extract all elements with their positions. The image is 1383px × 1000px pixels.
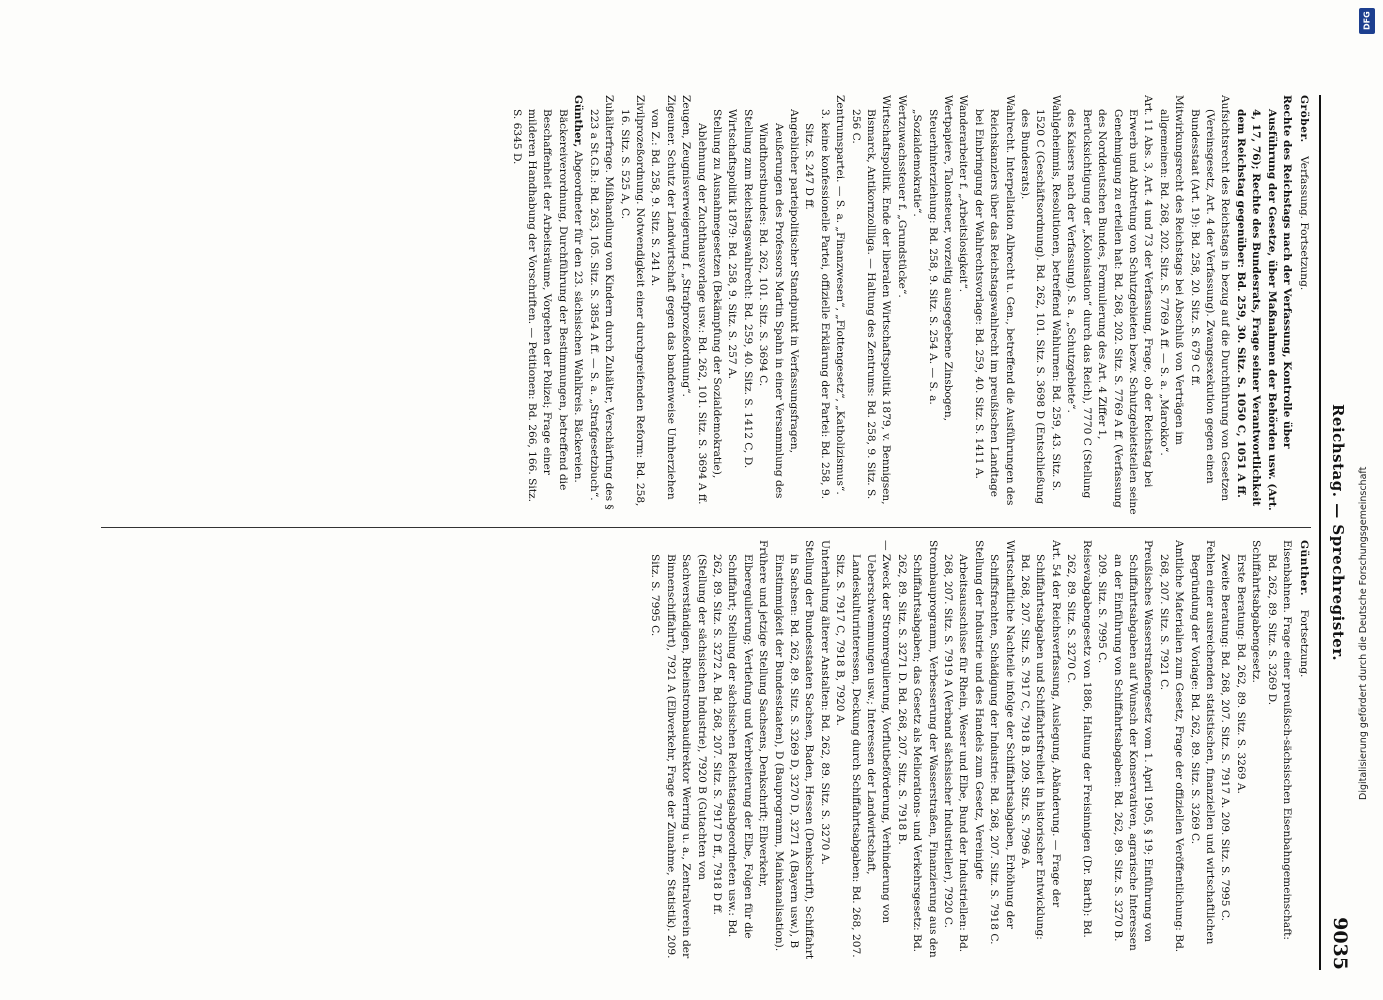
right-column [647,540,1311,960]
index-entry: Wirtschaftliche Nachteile infolge der Schiffahrtsabgaben, Erhöhung der Schiffsfrachten, Schädigung der Industrie: Bd. 268, 207. Sitz. S. 7918 C. [988,540,1016,945]
left-entry-list [508,95,1294,515]
index-entry: Amtliche Materialien zum Gesetz, Frage der offiziellen Veröffentlichung: Bd. 268, 207. Sitz. S. 7921 C. [1157,540,1186,953]
left-column [508,95,1311,515]
index-entry: Fehlen einer ausreichenden statistischen, finanziellen und wirtschaftlichen Begründung der Vorlage: Bd. 262, 89. Sitz. S. 3269 C. [1188,540,1216,945]
index-entry: Stellung der Bundesstaaten Sachsen, Baden, Hessen (Denkschrift), Schiffahrt in Sachsen: Bd. 262, 89. Sitz. S. 3269 D, 3270 D, 3271 A (Bayern usw.), B Einstimmigkeit der Bundesstaaten), D (Bauprogramm, Mainkanalisation). [772,540,816,960]
index-entry: Wertzuwachssteuer f. „Grundstücke“. [895,95,908,298]
dfg-logo: DFG [1359,8,1375,34]
index-entry: Aufsichtsrecht des Reichstags in bezug auf die Durchführung von Gesetzen (Vereinsgesetz, Art. 4 der Verfassung). Zwangsexekution gegen einen Bundesstaat (Art. 19): Bd. 258, 20. Sitz. S. 679 C ff. [1188,95,1232,502]
index-entry: Zuhälterfrage. Mißhandlung von Kindern durch Zuhälter, Verschärfung des § 223 a St.G.B.: Bd. 263, 105. Sitz. S. 3854 A ff. — S. a. „Strafgesetzbuch“. [587,95,616,510]
right-entry-list [647,540,1294,960]
left-continuation-label: Verfassung. Fortsetzung. [1298,156,1310,291]
left-speaker-name: Gröber. [1298,95,1310,143]
index-entry: Unterhaltung älterer Anstalten: Bd. 262, 89. Sitz. S. 3270 A. [818,540,831,865]
index-entry: Zeugen, Zeugnisverweigerung f. „Strafprozeßordnung“. [680,95,693,397]
index-entry: Zentrumspartei. — S. a. „Finanzwesen“, „Flottengesetz“, „Katholizismus“. [834,95,847,495]
rotated-page-content [90,95,1355,970]
right-continuation-label: Fortsetzung. [1298,609,1310,678]
index-entry: Mitwirkungsrecht des Reichstags bei Abschluß von Verträgen im allgemeinen: Bd. 268, 202. Sitz. S. 7769 A ff. — S. a. „Marokko“. [1157,95,1186,456]
index-entry: Schiffahrtsabgabengesetz. [1250,540,1263,683]
index-entry: Stellung der Industrie und des Handels zum Gesetz, Vereinigte Arbeitsausschüsse für Rhein, Weser und Elbe, Bund der Industriellen: Bd. 268, 207. Sitz. S. 7919 A (Verband sächsischer Industrieller), 7920 C. [942,540,985,953]
index-subentry: Stellung zu Ausnahmegesetzen (Bekämpfung der Sozialdemokratie), Ablehnung der Zuchthausvorlage usw.: Bd. 262, 101. Sitz. S. 3694 A ff. [695,109,723,505]
next-speaker-entry [508,95,585,515]
index-entry: Preußisches Wasserstraßengesetz vom 1. April 1905, § 19; Einführung von Schiffahrtsabgaben auf Wunsch der Konservativen, agrarische Interessen an der Einführung von Schiffahrtsabgaben: Bd. 262, 89. Sitz. S. 3270 B. 209. Sitz. S. 7995 C. [1096,540,1155,951]
index-entry: Eisenbahnen. Frage einer preußisch-sächsischen Eisenbahngemeinschaft: Bd. 262, 89. Sitz. S. 3269 D. [1265,540,1293,940]
right-column-head [1296,540,1311,960]
index-subentry: Erste Beratung: Bd. 262, 89. Sitz. S. 3269 A. [1234,554,1247,794]
index-entry: Wahlgeheimnis, Resolutionen, betreffend Wahlurnen: Bd. 259, 43. Sitz. S. 1520 C (Geschäftsordnung). Bd. 262, 101. Sitz. S. 3698 D (Entschließung des Bundesrats). [1019,95,1062,505]
index-subentry: Wirtschaftspolitik 1879: Bd. 258, 9. Sitz. S. 257 A. [726,109,739,379]
index-entry: Art. 11 Abs. 3, Art. 4 und 73 der Verfassung, Frage, ob der Reichstag bei Erwerb und Abtretung von Schutzgebieten bezw. Schutzgebietsteilen seine Genehmigung zu erteilen hat: Bd. 268, 202. Sitz. S. 7769 A ff. (Verfassung des Norddeutschen Bundes, Formulierung des Art. 4 Ziffer 1, Berücksichtigung der „Kolonisation“ durch das Reich), 7770 C (Stellung des Kaisers nach der Verfassung). S. a. „Schutzgebiete“. [1065,95,1155,515]
index-entry: Art. 54 der Reichsverfassung, Auslegung, Abänderung. — Frage der Schiffahrtsabgaben und Schiffahrtsfreiheit in historischer Entwicklung: Bd. 268, 207. Sitz. S. 7917 C, 7918 B. 209. Sitz. S. 7996 A. [1019,540,1062,940]
index-subentry: Zweite Beratung: Bd. 268, 207. Sitz. S. 7917 A. 209. Sitz. S. 7995 C. [1219,554,1232,922]
column-divider [101,527,1311,528]
right-speaker-name: Günther. [1298,540,1310,597]
index-entry: Wanderarbeiter f. „Arbeitslosigkeit“. [957,95,970,293]
index-entry: Zigeuner. Schutz der Landwirtschaft gegen das bandenweise Umherziehen von Z.: Bd. 258, 9. Sitz. S. 241 A. [649,95,677,500]
index-entry: Zivilprozeßordnung. Notwendigkeit einer durchgreifenden Reform: Bd. 258, 16. Sitz. S. 525 A, C. [618,95,646,507]
index-entry: Wahlrecht. Interpellation Albrecht u. Gen., betreffend die Ausführungen des Reichskanzlers über das Reichstagswahlrecht im preußischen Landtage bei Einbringung der Wahlrechtsvorlage: Bd. 259, 40. Sitz. S. 1411 A. [972,95,1016,506]
index-entry: Strombauprogramm, Verbesserung der Wasserstraßen, Finanzierung aus den Schiffahrtsabgaben; das Gesetz als Meliorations- und Verkehrsgesetz: Bd. 262, 89. Sitz. S. 3271 D. Bd. 268, 207. Sitz. S. 7918 B. [895,540,939,958]
next-speaker-name: Günther, [572,95,585,148]
index-entry: Rechte des Reichstags nach der Verfassung, Kontrolle über Ausführung der Gesetze, über Maßnahmen der Behörden usw. (Art. 4, 17, 76); Rechte des Bundesrats, Frage seiner Verantwortlichkeit dem Reichstag gegenüber: Bd. 259, 30. Sitz. S. 1050 C, 1051 A ff. [1234,95,1293,511]
next-speaker-text: Abgeordneter für den 23. sächsischen Wahlkreis. Bäckereien. Bäckereiverordnung, Durchführung der Bestimmungen, betreffend die Beschaffenheit der Arbeitsräume, Vorgehen der Polizei; Frage einer milderen Handhabung der Vorschriften. — Petitionen: Bd. 266, 166. Sitz. S. 6345 D. [510,109,585,502]
index-entry: Reisevabgabengesetz von 1886, Haltung der Freisinnigen (Dr. Barth): Bd. 262, 89. Sitz. S. 3270 C. [1065,540,1093,938]
index-entry: Frühere und jetzige Stellung Sachsens, Denkschrift; Elbverkehr, Elberegulierung; Vertiefung und Verbreiterung der Elbe, Folgen für die Schiffahrt; Stellung der sächsischen Reichstagsabgeordneten usw.: Bd. 262, 89. Sitz. S. 3272 A. Bd. 268, 207. Sitz. S. 7917 D ff., 7918 D ff. (Stellung der sächsischen Industrie), 7920 B (Gutachten von Sachverständigen, Rheinstrombaudirektor Werring u. a., Zentralverein der Binnenschiffahrt), 7921 A (Elbverkehr, Frage der Zunahme, Statistik). 209. Sitz. S. 7995 C. [649,540,770,959]
index-entry: Wertpapiere, Talonsteuer, vorzeitig ausgegebene Zinsbogen, Steuerhinterziehung: Bd. 258, 9. Sitz. S. 254 A. — S. a. „Sozialdemokratie“. [911,95,955,422]
index-subentry: Stellung zum Reichstagswahlrecht: Bd. 259, 40. Sitz. S. 1412 C, D. [741,109,754,469]
index-entry: Wirtschaftspolitik. Ende der liberalen Wirtschaftspolitik 1879, v. Bennigsen, Bismarck, Antikornzollliga. — Haltung des Zentrums: Bd. 258, 9. Sitz. S. 256 C. [849,95,893,505]
index-entry: — Zweck der Stromregulierung, Vorflutbeförderung, Verhinderung von Ueberschwemmungen usw.; Interessen der Landwirtschaft, Landeskulturinteressen, Deckung durch Schiffahrtsabgaben: Bd. 268, 207. Sitz. S. 7917 C, 7918 B, 7920 A. [834,540,893,958]
left-column-head [1296,95,1311,515]
page-header [1319,95,1355,970]
header-title: Reichstag. — Sprechregister. [1329,403,1347,662]
header-rule [1319,95,1321,970]
index-subentry: 3. keine konfessionelle Partei, offizielle Erklärung der Partei: Bd. 258, 9. Sitz. S. 247 D ff. [803,109,831,500]
index-subentry: Angeblicher parteipolitischer Standpunkt in Verfassungsfragen, Aeußerungen des Professors Martin Spahn in einer Versammlung des Windthorstbundes: Bd. 262, 101. Sitz. S. 3694 C. [757,109,800,499]
page-number: 9035 [1329,917,1351,970]
digitization-credit: Digitalisierung gefördert durch die Deutsche Forschungsgemeinschaft [1358,466,1369,800]
